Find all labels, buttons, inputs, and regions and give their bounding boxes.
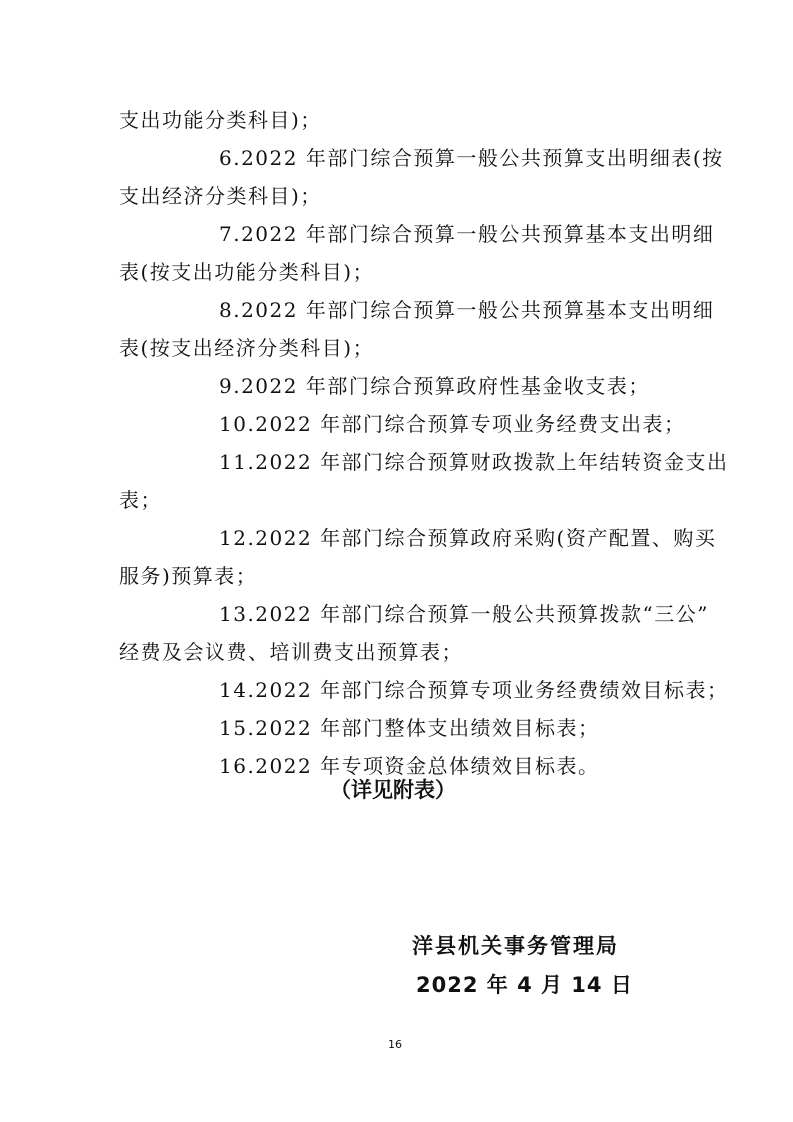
- body-line: 经费及会议费、培训费支出预算表；: [119, 640, 463, 664]
- body-line: 服务)预算表；: [119, 564, 258, 588]
- body-line: 支出经济分类科目)；: [119, 184, 322, 208]
- body-line-item-11: 11.2022 年部门综合预算财政拨款上年结转资金支出: [219, 450, 729, 474]
- body-line-item-14: 14.2022 年部门综合预算专项业务经费绩效目标表；: [219, 678, 729, 702]
- see-attached-note: （详见附表）: [330, 778, 456, 802]
- signing-organization: 洋县机关事务管理局: [412, 934, 619, 958]
- page-number: 16: [388, 1038, 402, 1051]
- body-line-item-9: 9.2022 年部门综合预算政府性基金收支表；: [219, 374, 650, 398]
- body-line-item-12: 12.2022 年部门综合预算政府采购(资产配置、购买: [219, 526, 717, 550]
- body-line-item-6: 6.2022 年部门综合预算一般公共预算支出明细表(按: [219, 146, 724, 170]
- body-line: 支出功能分类科目)；: [119, 108, 322, 132]
- body-line-item-15: 15.2022 年部门整体支出绩效目标表；: [219, 716, 600, 740]
- body-line-item-7: 7.2022 年部门综合预算一般公共预算基本支出明细: [219, 222, 715, 246]
- body-line: 表(按支出功能分类科目)；: [119, 260, 375, 284]
- body-line-item-13: 13.2022 年部门综合预算一般公共预算拨款“三公”: [219, 602, 710, 626]
- body-line-item-8: 8.2022 年部门综合预算一般公共预算基本支出明细: [219, 298, 715, 322]
- body-line: 表；: [119, 488, 162, 512]
- body-line: 表(按支出经济分类科目)；: [119, 336, 375, 360]
- body-line-item-16: 16.2022 年专项资金总体绩效目标表。: [219, 754, 600, 778]
- body-line-item-10: 10.2022 年部门综合预算专项业务经费支出表；: [219, 412, 686, 436]
- signing-date: 2022 年 4 月 14 日: [416, 973, 633, 997]
